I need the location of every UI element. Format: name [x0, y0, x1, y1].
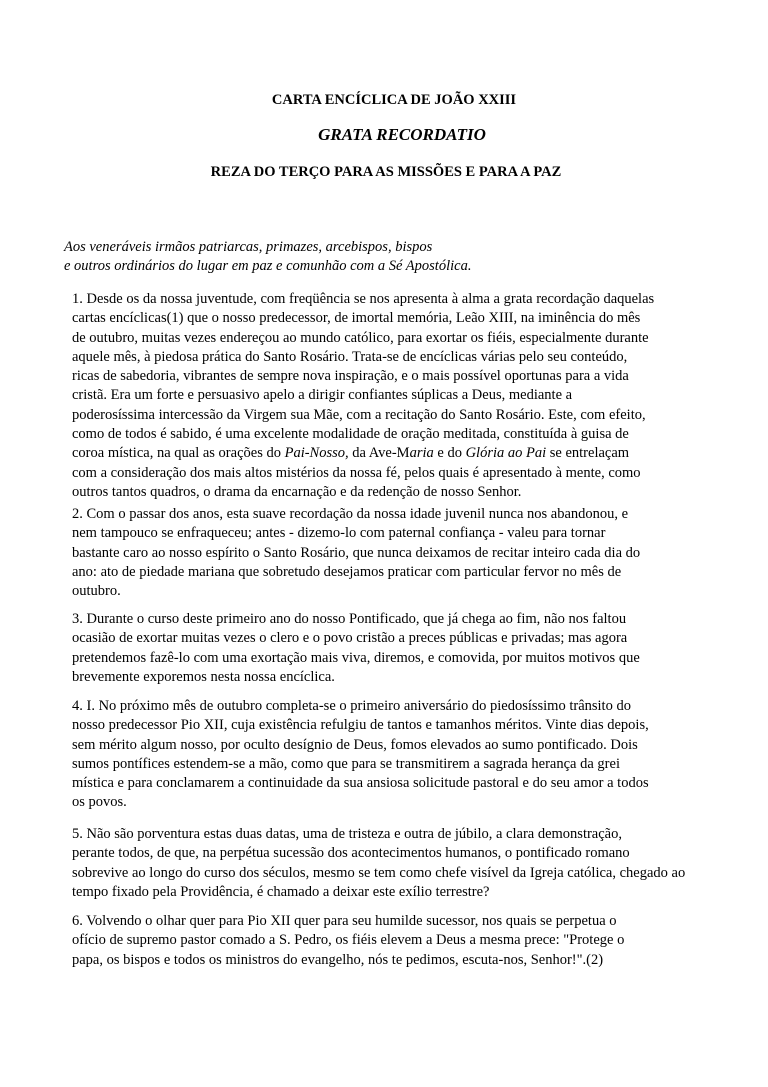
- paragraph-line: mística e para conclamarem a continuidade da sua ansiosa solicitude pastoral e do seu amor a todos: [72, 775, 649, 792]
- paragraph-line: 2. Com o passar dos anos, esta suave recordação da nossa idade juvenil nunca nos abandonou, e: [72, 506, 629, 522]
- paragraph-line: ano: ato de piedade mariana que sobretudo desejamos praticar com particular fervor no mês de: [72, 563, 622, 580]
- encyclical-subtitle: REZA DO TERÇO PARA AS MISSÕES E PARA A PAZ: [210, 164, 562, 180]
- paragraph-line: brevemente exporemos nesta nossa encíclica.: [72, 668, 335, 685]
- paragraph-line: cartas encíclicas(1) que o nosso predecessor, de imortal memória, Leão XIII, na iminência do mês: [72, 310, 641, 327]
- salutation-line: e outros ordinários do lugar em paz e comunhão com a Sé Apostólica.: [64, 258, 472, 274]
- paragraph-line: ofício de supremo pastor comado a S. Pedro, os fiéis elevem a Deus a mesma prece: "Protege o: [72, 932, 625, 949]
- paragraph-line: sem mérito algum nosso, por oculto desígnio de Deus, fomos elevados ao sumo pontificado. Dois: [72, 736, 638, 753]
- paragraph-line: poderosíssima intercessão da Virgem sua Mãe, com a recitação do Santo Rosário. Este, com efeito,: [72, 406, 646, 423]
- paragraph-line: ricas de sabedoria, vibrantes de sempre nova inspiração, e o mais possível oportunas para a vida: [72, 368, 629, 385]
- encyclical-title: GRATA RECORDATIO: [318, 125, 486, 144]
- paragraph-6: [72, 912, 624, 970]
- document-heading: CARTA ENCÍCLICA DE JOÃO XXIII: [271, 92, 517, 108]
- line-text: e do: [433, 445, 466, 462]
- paragraph-line: outros tantos quadros, o drama da encarnação e da redenção de nosso Senhor.: [72, 483, 522, 500]
- paragraph-2: [72, 505, 640, 601]
- salutation: [64, 238, 471, 276]
- paragraph-line: pretendemos fazê-lo com uma exortação mais viva, diremos, e comovida, por muitos motivos que: [72, 649, 640, 666]
- paragraph-line: os povos.: [72, 794, 127, 811]
- salutation-line: Aos veneráveis irmãos patriarcas, primazes, arcebispos, bispos: [64, 239, 433, 255]
- paragraph-line: 3. Durante o curso deste primeiro ano do nosso Pontificado, que já chega ao fim, não nos faltou: [72, 611, 627, 627]
- paragraph-line-mixed: [72, 444, 654, 463]
- paragraph-line: 1. Desde os da nossa juventude, com freqüência se nos apresenta à alma a grata recordação daquelas: [72, 291, 655, 307]
- paragraph-line: sumos pontífices estendem-se a mão, como que para se transmitirem a sagrada herança da grei: [72, 755, 620, 772]
- paragraph-line: de outubro, muitas vezes endereçou ao mundo católico, para exortar os fiéis, especialmente durante: [72, 329, 649, 346]
- paragraph-4: [72, 697, 649, 813]
- paragraph-3: [72, 610, 640, 687]
- paragraph-line: ocasião de exortar muitas vezes o clero e o povo cristão a preces públicas e privadas; mas agora: [72, 630, 628, 647]
- paragraph-line: cristã. Era um forte e persuasivo apelo a dirigir confiantes súplicas a Deus, mediante a: [72, 387, 573, 404]
- paragraph-line: papa, os bispos e todos os ministros do evangelho, nós te pedimos, escuta-nos, Senhor!".(2): [72, 951, 604, 968]
- paragraph-1: [72, 290, 654, 502]
- paragraph-line: com a consideração dos mais altos mistérios da nossa fé, pelos quais é apresentado à mente, como: [72, 464, 641, 481]
- prayer-name-ave-maria-fragment: aria: [409, 445, 434, 462]
- prayer-name-gloria: Glória ao Pai: [465, 445, 547, 462]
- line-text: da Ave-M: [348, 445, 410, 462]
- paragraph-line: tempo fixado pela Providência, é chamado a deixar este exílio terrestre?: [72, 883, 490, 900]
- paragraph-5: [72, 825, 685, 902]
- paragraph-line: outubro.: [72, 583, 121, 600]
- paragraph-line: como de todos é sabido, é uma excelente modalidade de oração meditada, constituída à guisa de: [72, 426, 629, 443]
- line-text: se entrelaçam: [546, 445, 630, 462]
- paragraph-line: sobrevive ao longo do curso dos séculos, mesmo se tem como chefe visível da Igreja católica, chegado ao: [72, 864, 686, 881]
- paragraph-line: aquele mês, à piedosa prática do Santo Rosário. Trata-se de encíclicas várias pelo seu conteúdo,: [72, 348, 628, 365]
- paragraph-line: perante todos, de que, na perpétua sucessão dos acontecimentos humanos, o pontificado romano: [72, 845, 630, 862]
- paragraph-line: nosso predecessor Pio XII, cuja existência refulgiu de tantos e tamanhos méritos. Vinte dias depois,: [72, 717, 649, 734]
- paragraph-line: 5. Não são porventura estas duas datas, uma de tristeza e outra de júbilo, a clara demonstração,: [72, 826, 622, 842]
- line-text: coroa mística, na qual as orações do: [72, 445, 285, 462]
- paragraph-line: 6. Volvendo o olhar quer para Pio XII quer para seu humilde sucessor, nos quais se perpetua o: [72, 913, 617, 929]
- paragraph-line: bastante caro ao nosso espírito o Santo Rosário, que nunca deixamos de recitar inteiro cada dia do: [72, 544, 641, 561]
- paragraph-line: 4. I. No próximo mês de outubro completa-se o primeiro aniversário do piedosíssimo trânsito do: [72, 698, 631, 714]
- prayer-name-pai-nosso: Pai-Nosso,: [284, 445, 349, 462]
- paragraph-line: nem tampouco se enfraqueceu; antes - dizemo-lo com paternal confiança - valeu para tornar: [72, 525, 606, 542]
